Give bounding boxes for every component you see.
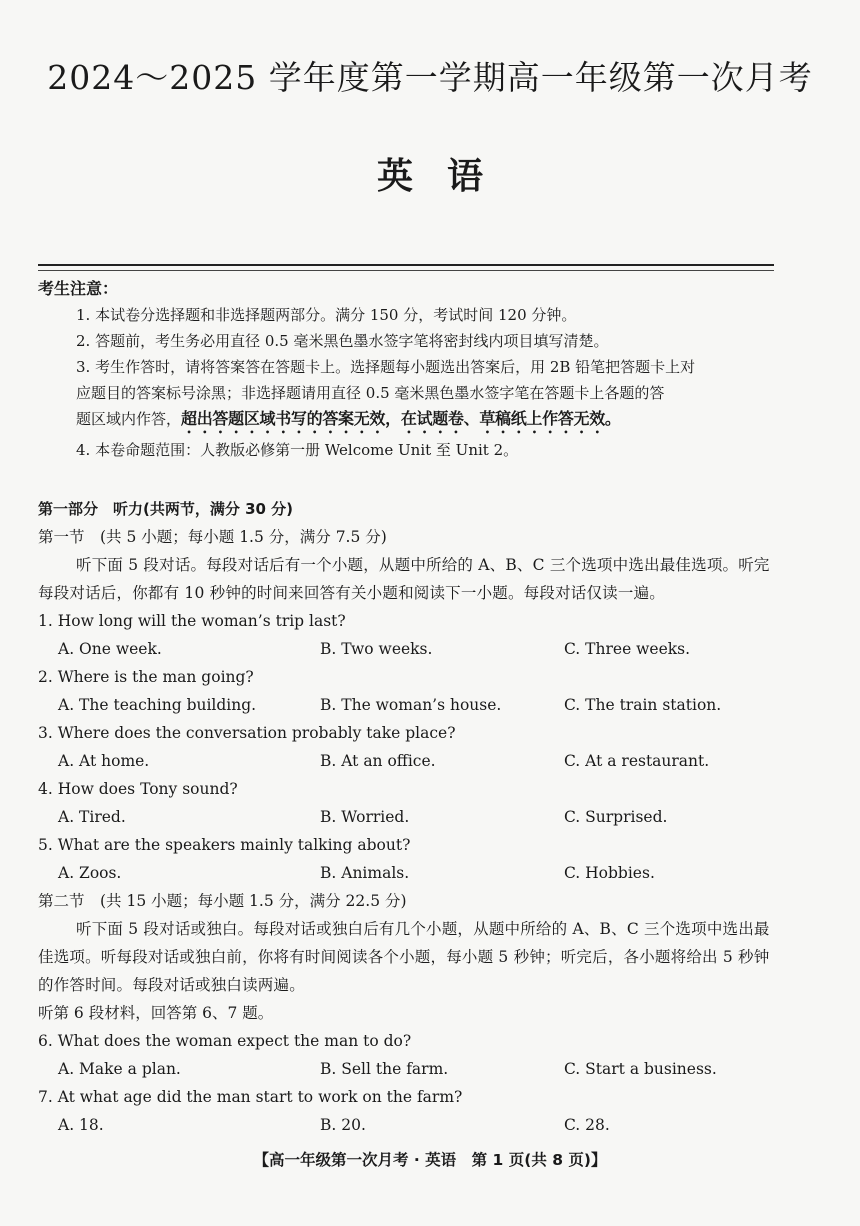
section-2-heading: 第二节 (共 15 小题；每小题 1.5 分，满分 22.5 分) [38, 892, 407, 910]
question-7-options [38, 1111, 778, 1139]
option-a: A. One week. [58, 640, 162, 658]
subject-title: 英语 [376, 156, 517, 197]
notice-item-4: 4. 本卷命题范围：人教版必修第一册 Welcome Unit 至 Unit 2。 [76, 441, 519, 459]
option-a: A. Make a plan. [58, 1060, 181, 1078]
listening-part [38, 495, 778, 1139]
question-5: 5. What are the speakers mainly talking about? [38, 836, 411, 854]
notice-item-3-emphasis: 超出答题区域书写的答案无效，在试题卷、草稿纸上作答无效。 [181, 409, 621, 428]
divider-thin [38, 270, 774, 271]
question-4: 4. How does Tony sound? [38, 780, 238, 798]
question-6: 6. What does the woman expect the man to do? [38, 1032, 412, 1050]
question-7: 7. At what age did the man start to work on the farm? [38, 1088, 463, 1106]
page-footer: 【高一年级第一次月考 · 英语 第 1 页(共 8 页)】 [253, 1151, 607, 1169]
option-b: B. The woman’s house. [320, 696, 502, 714]
question-1: 1. How long will the woman’s trip last? [38, 612, 346, 630]
option-b: B. Worried. [320, 808, 410, 826]
question-3: 3. Where does the conversation probably take place? [38, 724, 456, 742]
option-c: C. At a restaurant. [564, 752, 710, 770]
candidate-notice [38, 276, 778, 463]
question-2-options [38, 691, 778, 719]
option-c: C. Hobbies. [564, 864, 655, 882]
option-b: B. 20. [320, 1116, 366, 1134]
question-3-options [38, 747, 778, 775]
option-b: B. Animals. [320, 864, 410, 882]
option-a: A. Tired. [58, 808, 126, 826]
notice-item-3-plain: 题区域内作答， [76, 410, 182, 428]
option-a: A. The teaching building. [58, 696, 257, 714]
option-a: A. At home. [58, 752, 150, 770]
option-b: B. Sell the farm. [320, 1060, 449, 1078]
option-c: C. 28. [564, 1116, 610, 1134]
option-c: C. The train station. [564, 696, 722, 714]
option-b: B. At an office. [320, 752, 436, 770]
option-c: C. Three weeks. [564, 640, 691, 658]
notice-heading: 考生注意： [38, 279, 119, 298]
notice-item-3-line-3 [38, 406, 778, 437]
option-a: A. Zoos. [58, 864, 122, 882]
notice-item-2: 2. 答题前，考生务必用直径 0.5 毫米黑色墨水签字笔将密封线内项目填写清楚。 [76, 332, 609, 350]
divider-thick [38, 264, 774, 266]
question-2: 2. Where is the man going? [38, 668, 254, 686]
part-1-heading: 第一部分 听力(共两节，满分 30 分) [38, 500, 294, 518]
question-4-options [38, 803, 778, 831]
option-b: B. Two weeks. [320, 640, 433, 658]
material-6-prompt: 听第 6 段材料，回答第 6、7 题。 [38, 1004, 274, 1022]
section-2-instructions: 听下面 5 段对话或独白。每段对话或独白后有几个小题，从题中所给的 A、B、C 三个选项中选出最佳选项。听每段对话或独白前，你将有时间阅读各个小题，每小题 5 秒钟；听完后，各小题将给出 5 秒钟的作答时间。每段对话或独白读两遍。 [38, 920, 770, 994]
option-c: C. Surprised. [564, 808, 668, 826]
option-a: A. 18. [58, 1116, 104, 1134]
notice-item-3-line-2: 应题目的答案标号涂黑；非选择题请用直径 0.5 毫米黑色墨水签字笔在答题卡上各题的答 [76, 384, 665, 402]
question-6-options [38, 1055, 778, 1083]
section-1-heading: 第一节 (共 5 小题；每小题 1.5 分，满分 7.5 分) [38, 528, 387, 546]
question-5-options [38, 859, 778, 887]
question-1-options [38, 635, 778, 663]
exam-title: 2024～2025 学年度第一学期高一年级第一次月考 [47, 58, 813, 97]
notice-item-3-line-1: 3. 考生作答时，请将答案答在答题卡上。选择题每小题选出答案后，用 2B 铅笔把答题卡上对 [76, 358, 696, 376]
option-c: C. Start a business. [564, 1060, 717, 1078]
section-1-instructions: 听下面 5 段对话。每段对话后有一个小题，从题中所给的 A、B、C 三个选项中选出最佳选项。听完每段对话后，你都有 10 秒钟的时间来回答有关小题和阅读下一小题。每段对话仅读一遍。 [38, 556, 770, 602]
notice-item-1: 1. 本试卷分选择题和非选择题两部分。满分 150 分，考试时间 120 分钟。 [76, 306, 577, 324]
